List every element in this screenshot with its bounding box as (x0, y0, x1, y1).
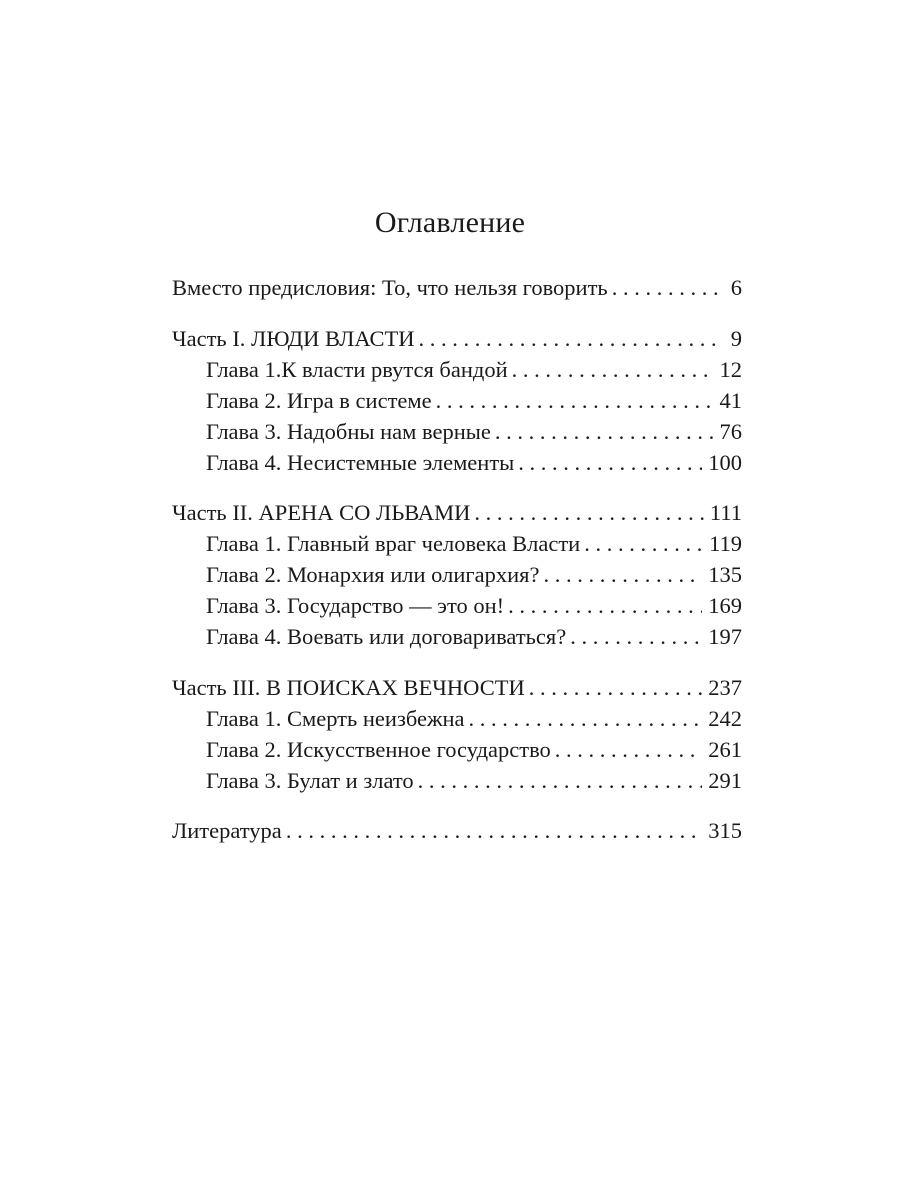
page-title: Оглавление (374, 206, 526, 239)
dot-leader (518, 447, 702, 478)
section-gap (172, 303, 742, 323)
toc-entry-label: Глава 4. Несистемные элементы (206, 449, 515, 475)
toc-entry-page: 261 (708, 736, 742, 762)
toc-entry-page: 111 (709, 500, 742, 525)
toc-entry-part-1-chapter-4[interactable] (172, 447, 742, 478)
dot-leader (495, 416, 714, 447)
toc-entry-label: Глава 1. Главный враг человека Власти (206, 531, 581, 556)
toc-entry-label: Глава 3. Государство — это он! (206, 593, 505, 618)
toc-entry-part-3-chapter-1[interactable] (172, 703, 742, 734)
toc-entry-label: Глава 3. Булат и злато (206, 767, 414, 793)
toc-entry-part-1-chapter-1[interactable] (172, 354, 742, 385)
toc-entry-page: 315 (708, 818, 742, 843)
toc-entry-page: 9 (730, 325, 742, 351)
toc-entry-label: Глава 2. Монархия или олигархия? (206, 562, 540, 587)
toc-entry-label: Часть I. ЛЮДИ ВЛАСТИ (172, 325, 415, 351)
toc-entry-label: Вместо предисловия: То, что нельзя говорить (172, 275, 608, 300)
toc-entry-page: 76 (719, 418, 742, 444)
dot-leader (529, 672, 703, 703)
toc-entry-page: 135 (708, 562, 742, 587)
dot-leader (512, 354, 714, 385)
dot-leader (555, 734, 702, 765)
toc-entry-part-3[interactable] (172, 672, 742, 703)
dot-leader (508, 590, 702, 621)
section-gap (172, 652, 742, 672)
toc-entry-label: Глава 2. Игра в системе (206, 387, 432, 413)
dot-leader (612, 272, 722, 303)
toc-entry-part-2-chapter-3[interactable] (172, 590, 742, 621)
toc-entry-page: 242 (708, 705, 742, 731)
toc-entry-page: 100 (708, 449, 742, 475)
toc-entry-part-1-chapter-3[interactable] (172, 416, 742, 447)
toc-entry-page: 197 (708, 624, 742, 649)
toc-entry-label: Глава 1. Смерть неизбежна (206, 705, 465, 731)
dot-leader (543, 559, 702, 590)
toc-entry-page: 6 (730, 275, 742, 300)
toc-entry-literature[interactable] (172, 815, 742, 846)
toc-entry-label: Часть III. В ПОИСКАХ ВЕЧНОСТИ (172, 674, 525, 700)
dot-leader (469, 703, 703, 734)
section-gap (172, 796, 742, 816)
toc-entry-part-3-chapter-3[interactable] (172, 765, 742, 796)
toc-entry-part-1-chapter-2[interactable] (172, 385, 742, 416)
toc-entry-label: Глава 2. Искусственное государство (206, 736, 551, 762)
dot-leader (474, 497, 704, 528)
section-gap (172, 478, 742, 498)
toc-entry-label: Часть II. АРЕНА СО ЛЬВАМИ (172, 500, 471, 525)
toc-entry-page: 41 (719, 387, 742, 413)
toc-entry-part-2[interactable] (172, 497, 742, 528)
toc-entry-part-2-chapter-2[interactable] (172, 559, 742, 590)
toc-entry-label: Глава 3. Надобны нам верные (206, 418, 491, 444)
toc-entry-page: 12 (719, 356, 742, 382)
toc-entry-part-3-chapter-2[interactable] (172, 734, 742, 765)
toc-entry-page: 291 (708, 767, 742, 793)
toc-entry-preface[interactable] (172, 272, 742, 303)
toc-entry-page: 169 (708, 593, 742, 618)
dot-leader (418, 765, 703, 796)
dot-leader (286, 815, 702, 846)
toc-entry-label: Глава 1.К власти рвутся бандой (206, 356, 508, 382)
toc-entry-page: 237 (708, 674, 742, 700)
dot-leader (436, 385, 714, 416)
table-of-contents (172, 272, 742, 846)
toc-entry-part-2-chapter-4[interactable] (172, 621, 742, 652)
toc-entry-page: 119 (709, 531, 742, 556)
toc-entry-part-1[interactable] (172, 323, 742, 354)
dot-leader (584, 528, 703, 559)
dot-leader (570, 621, 702, 652)
toc-entry-label: Глава 4. Воевать или договариваться? (206, 624, 567, 649)
dot-leader (419, 323, 722, 354)
toc-entry-part-2-chapter-1[interactable] (172, 528, 742, 559)
toc-entry-label: Литература (172, 818, 282, 843)
